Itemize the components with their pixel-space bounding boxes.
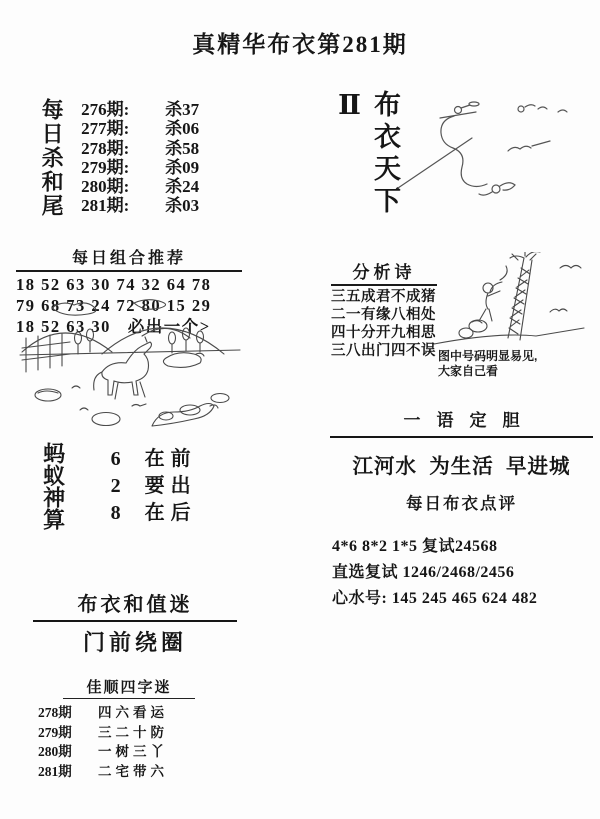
riddle-text: 二宅带六 bbox=[98, 763, 168, 779]
riddle-text: 四六看运 bbox=[98, 705, 168, 720]
list-item bbox=[105, 500, 197, 527]
bird-line-sketch bbox=[380, 96, 585, 211]
period-label: 281期 bbox=[38, 763, 72, 779]
oracle-text: 在后 bbox=[144, 502, 197, 524]
poem-line: 三八出门四不误 bbox=[331, 343, 436, 359]
poem-line: 二一有缘八相处 bbox=[331, 307, 436, 323]
picks-line-lucky: 心水号: 145 245 465 624 482 bbox=[332, 590, 538, 607]
period-label: 280期 bbox=[38, 744, 72, 759]
list-item bbox=[105, 446, 197, 473]
oracle-number: 2 bbox=[110, 475, 121, 497]
kill-value: 杀03 bbox=[165, 196, 200, 216]
landscape-with-horses-sketch bbox=[14, 298, 246, 438]
table-row bbox=[38, 762, 220, 782]
table-row bbox=[38, 723, 220, 743]
oracle-number: 8 bbox=[110, 502, 121, 524]
period-label: 281期: bbox=[81, 196, 130, 216]
page-title: 真精华布衣第281期 bbox=[192, 32, 408, 57]
period-label: 278期 bbox=[38, 705, 72, 720]
oneword-section bbox=[330, 406, 593, 514]
list-item bbox=[105, 473, 197, 500]
table-row bbox=[38, 742, 220, 762]
analysis-caption bbox=[438, 349, 598, 379]
poem-line: 四十分开九相思 bbox=[331, 325, 436, 341]
poem-line: 三五成君不成猪 bbox=[331, 289, 436, 305]
number-picks-section bbox=[332, 534, 594, 612]
period-label: 279期: bbox=[81, 157, 130, 177]
picks-line-duplex: 4*6 8*2 1*5 复试24568 bbox=[332, 538, 498, 555]
four-char-title: 佳顺四字迷 bbox=[63, 676, 195, 699]
daily-kill-rows bbox=[81, 100, 199, 218]
masthead-title: 布衣天下Ⅱ bbox=[335, 90, 400, 218]
hezhi-riddle-section bbox=[33, 588, 237, 657]
oneword-subtitle: 每日布衣点评 bbox=[406, 494, 517, 513]
ant-oracle-title: 蚂蚁神算 bbox=[40, 442, 66, 530]
combo-row: 18 52 63 30 74 32 64 78 bbox=[16, 275, 212, 294]
analysis-title: 分析诗 bbox=[331, 258, 437, 286]
oneword-title: 一语定胆 bbox=[330, 406, 593, 438]
caption-line: 图中号码明显易见, bbox=[438, 349, 538, 363]
riddle-text: 三二十防 bbox=[98, 724, 168, 740]
period-label: 277期: bbox=[81, 119, 130, 139]
combo-title: 每日组合推荐 bbox=[16, 245, 242, 272]
table-row bbox=[38, 703, 220, 723]
analysis-lines bbox=[331, 288, 437, 360]
oneword-phrase: 江河水 为生活 早进城 bbox=[352, 456, 571, 478]
table-row bbox=[81, 177, 199, 196]
combo-row: 79 68 73 24 72 80 15 29 bbox=[16, 296, 212, 315]
table-row bbox=[81, 100, 199, 119]
period-label: 276期: bbox=[81, 100, 130, 119]
picks-line-direct: 直选复试 1246/2468/2456 bbox=[332, 564, 515, 581]
daily-kill-title: 每日杀和尾 bbox=[39, 98, 65, 218]
period-label: 279期 bbox=[38, 724, 72, 740]
caption-line: 大家自己看 bbox=[438, 364, 499, 378]
table-row bbox=[81, 196, 199, 215]
daily-kill-section bbox=[40, 98, 199, 218]
ant-oracle-rows bbox=[105, 446, 197, 530]
kill-value: 杀37 bbox=[165, 100, 200, 119]
hezhi-answer: 门前绕圈 bbox=[82, 630, 187, 655]
oracle-text: 要出 bbox=[144, 475, 197, 497]
kill-value: 杀58 bbox=[165, 138, 200, 158]
hezhi-title: 布衣和值迷 bbox=[33, 588, 237, 622]
analysis-poem-section bbox=[331, 258, 437, 360]
combo-row: 18 52 63 30 必出一个> bbox=[16, 317, 211, 336]
riddle-text: 一树三丫 bbox=[98, 744, 168, 759]
ant-oracle-section bbox=[40, 442, 197, 530]
table-row bbox=[81, 139, 199, 158]
kill-value: 杀06 bbox=[165, 119, 200, 139]
tree-with-figure-sketch bbox=[428, 252, 590, 348]
table-row bbox=[81, 158, 199, 177]
oracle-text: 在前 bbox=[144, 448, 197, 470]
period-label: 280期: bbox=[81, 177, 130, 197]
four-char-rows bbox=[38, 703, 220, 781]
kill-value: 杀09 bbox=[165, 157, 200, 177]
kill-value: 杀24 bbox=[165, 177, 200, 197]
table-row bbox=[81, 119, 199, 138]
four-char-riddle-section bbox=[38, 676, 220, 781]
period-label: 278期: bbox=[81, 138, 130, 158]
oracle-number: 6 bbox=[110, 448, 121, 470]
